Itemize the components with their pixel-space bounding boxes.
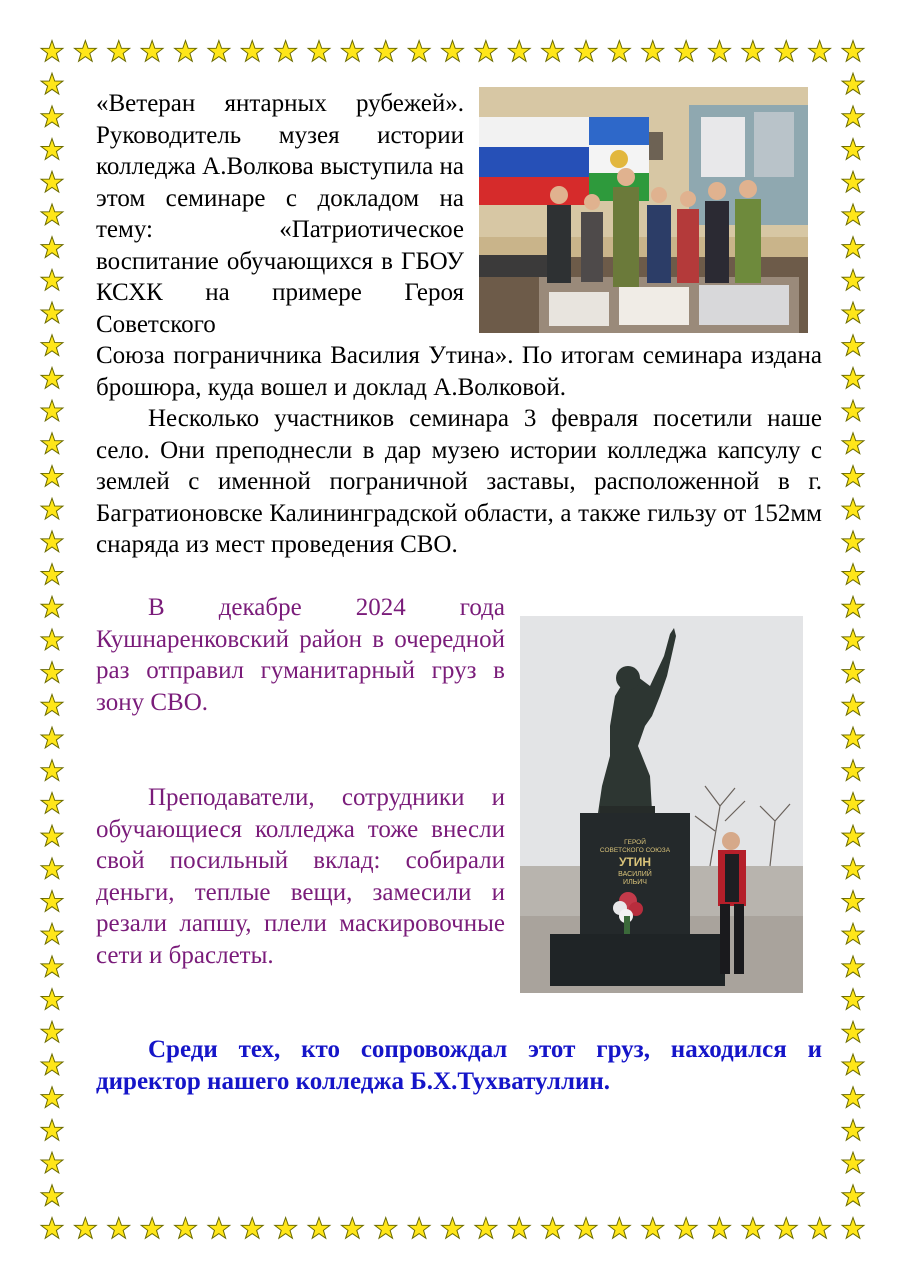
star-icon [542, 1218, 564, 1239]
star-icon [41, 1218, 63, 1239]
star-icon [542, 41, 564, 62]
star-icon [842, 1218, 864, 1239]
star-icon [241, 1218, 263, 1239]
star-icon [41, 956, 63, 977]
star-icon [842, 433, 864, 454]
star-icon [842, 139, 864, 160]
star-icon [842, 956, 864, 977]
star-icon [341, 41, 363, 62]
star-icon [842, 106, 864, 127]
star-icon [842, 564, 864, 585]
star-icon [842, 858, 864, 879]
star-icon [842, 269, 864, 290]
star-icon [709, 1218, 731, 1239]
paragraph-contribution: Преподаватели, сотрудники и обучающиеся колледжа тоже внесли свой посильный вклад: собирали деньги, теплые вещи, замесили и резали лапшу, плели маскировочные сети и браслеты. [96, 784, 505, 969]
star-icon [842, 629, 864, 650]
monument-photo [520, 616, 803, 993]
star-icon [442, 1218, 464, 1239]
star-icon [842, 335, 864, 356]
star-icon [41, 629, 63, 650]
star-icon [41, 204, 63, 225]
star-icon [375, 1218, 397, 1239]
star-icon [41, 662, 63, 683]
star-icon [842, 1054, 864, 1075]
star-icon [41, 1087, 63, 1108]
star-icon [41, 41, 63, 62]
star-icon [842, 1021, 864, 1042]
star-icon [675, 41, 697, 62]
star-icon [842, 989, 864, 1010]
star-icon [442, 41, 464, 62]
star-icon [175, 1218, 197, 1239]
monument-inscription-line3: УТИН [618, 855, 652, 869]
monument-inscription-line2: СОВЕТСКОГО СОЮЗА [599, 847, 671, 854]
star-icon [208, 1218, 230, 1239]
star-icon [842, 1119, 864, 1140]
star-icon [642, 1218, 664, 1239]
star-icon [341, 1218, 363, 1239]
star-icon [775, 41, 797, 62]
star-icon [241, 41, 263, 62]
star-icon [842, 760, 864, 781]
star-icon [41, 433, 63, 454]
star-icon [842, 1087, 864, 1108]
star-icon [575, 41, 597, 62]
star-icon [809, 1218, 831, 1239]
star-icon [842, 825, 864, 846]
star-icon [742, 41, 764, 62]
star-icon [842, 171, 864, 192]
star-icon [41, 694, 63, 715]
star-icon [41, 531, 63, 552]
star-icon [41, 1054, 63, 1075]
paragraph-visit: Несколько участников семинара 3 февраля посетили наше село. Они преподнесли в дар музею истории колледжа капсулу с землей с именной пограничной заставы, расположенной в г. Багратионовске Калининградской области, а также гильзу от 152мм снаряда из мест проведения СВО. [96, 405, 822, 558]
museum-group-photo [479, 87, 808, 333]
star-icon [408, 1218, 430, 1239]
star-icon [74, 41, 96, 62]
star-icon [842, 792, 864, 813]
star-icon [41, 269, 63, 290]
star-icon [208, 41, 230, 62]
paragraph-director: Среди тех, кто сопровождал этот груз, находился и директор нашего колледжа Б.Х.Тухватуллин. [96, 1036, 822, 1095]
star-icon [41, 302, 63, 323]
star-icon [842, 400, 864, 421]
star-icon [41, 367, 63, 388]
star-icon [41, 858, 63, 879]
star-icon [108, 1218, 130, 1239]
monument-inscription-line4: ВАСИЛИЙ [618, 871, 652, 878]
star-icon [74, 1218, 96, 1239]
star-icon [41, 891, 63, 912]
star-icon [842, 498, 864, 519]
star-icon [842, 466, 864, 487]
star-icon [842, 596, 864, 617]
monument-inscription-line5: ИЛЬИЧ [623, 879, 647, 886]
star-icon [575, 1218, 597, 1239]
star-icon [675, 1218, 697, 1239]
star-icon [842, 73, 864, 94]
star-icon [108, 41, 130, 62]
star-icon [41, 171, 63, 192]
star-icon [308, 41, 330, 62]
paragraph-seminar-intro: «Ветеран янтарных рубежей». Руководитель музея истории колледжа А.Волкова выступила на этом семинаре с докладом на тему: «Патриотическое воспитание обучающихся в ГБОУ КСХК на примере Героя Советского [96, 90, 464, 338]
star-icon [508, 41, 530, 62]
star-icon [41, 760, 63, 781]
star-icon [842, 41, 864, 62]
star-icon [842, 923, 864, 944]
star-icon [742, 1218, 764, 1239]
star-icon [842, 204, 864, 225]
star-icon [41, 727, 63, 748]
star-icon [308, 1218, 330, 1239]
star-icon [41, 106, 63, 127]
star-icon [842, 891, 864, 912]
star-icon [141, 41, 163, 62]
star-icon [41, 139, 63, 160]
star-icon [41, 73, 63, 94]
star-icon [475, 41, 497, 62]
star-icon [41, 989, 63, 1010]
star-icon [275, 1218, 297, 1239]
star-icon [41, 498, 63, 519]
star-icon [842, 662, 864, 683]
star-icon [642, 41, 664, 62]
star-icon [842, 237, 864, 258]
monument-inscription-line1: ГЕРОЙ [624, 839, 646, 846]
star-icon [41, 1119, 63, 1140]
star-icon [842, 302, 864, 323]
star-icon [41, 923, 63, 944]
star-icon [41, 564, 63, 585]
star-icon [41, 792, 63, 813]
star-icon [842, 1185, 864, 1206]
star-icon [842, 367, 864, 388]
star-icon [842, 1152, 864, 1173]
star-icon [608, 1218, 630, 1239]
star-icon [842, 727, 864, 748]
star-icon [408, 41, 430, 62]
star-icon [842, 531, 864, 552]
star-icon [508, 1218, 530, 1239]
star-icon [141, 1218, 163, 1239]
paragraph-humanitarian-cargo: В декабре 2024 года Кушнаренковский район в очередной раз отправил гуманитарный груз в зону СВО. [96, 594, 505, 716]
star-icon [41, 237, 63, 258]
star-icon [608, 41, 630, 62]
star-icon [41, 335, 63, 356]
star-icon [41, 466, 63, 487]
star-icon [41, 1152, 63, 1173]
star-icon [41, 1021, 63, 1042]
star-icon [775, 1218, 797, 1239]
star-icon [275, 41, 297, 62]
star-icon [41, 400, 63, 421]
star-icon [475, 1218, 497, 1239]
star-icon [842, 694, 864, 715]
star-icon [375, 41, 397, 62]
star-icon [41, 1185, 63, 1206]
star-icon [809, 41, 831, 62]
star-icon [175, 41, 197, 62]
star-icon [41, 825, 63, 846]
star-icon [709, 41, 731, 62]
star-icon [41, 596, 63, 617]
paragraph-seminar-result: Союза пограничника Василия Утина». По итогам семинара издана брошюра, куда вошел и доклад А.Волковой. [96, 342, 822, 401]
